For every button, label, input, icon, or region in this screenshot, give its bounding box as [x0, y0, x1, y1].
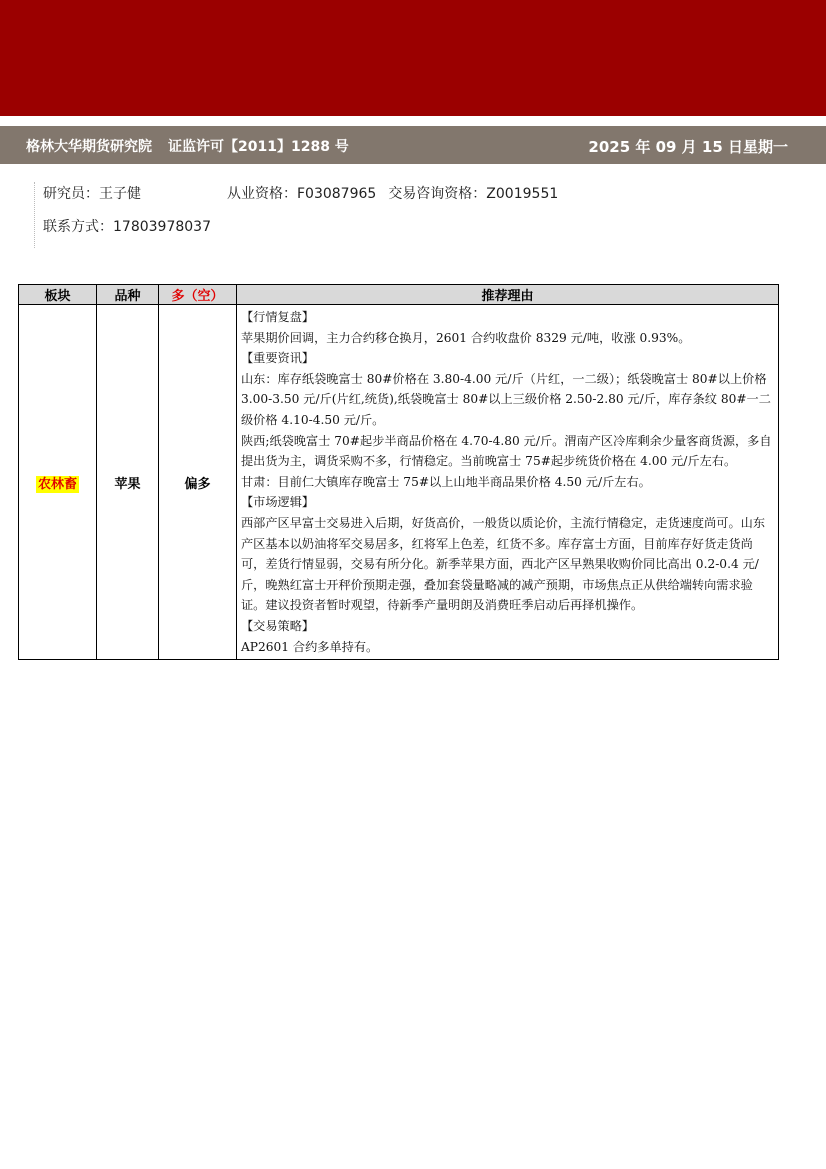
contact-row: [43, 215, 558, 248]
qualification: 从业资格：F03087965: [227, 186, 377, 202]
strategy-text: AP2601 合约多单持有。: [241, 639, 379, 654]
sector-label: 农林畜: [37, 476, 77, 492]
review-text: 苹果期价回调，主力合约移仓换月，2601 合约收盘价 8329 元/吨，收涨 0.93%。: [241, 330, 691, 345]
section-title-news: 【重要资讯】: [241, 351, 315, 366]
header-reason: 推荐理由: [237, 285, 779, 305]
news-shandong: 山东：库存纸袋晚富士 80#价格在 3.80-4.00 元/斤（片红，一二级）；纸袋晚富士 80#以上价格 3.00-3.50 元/斤(片红,统货),纸袋晚富士 80#以上三级价格 2.50-2.80 元/斤，库存条纹 80#一二级价格 4.10-4.50 元/斤。: [241, 371, 771, 427]
license-number: 证监许可【2011】1288 号: [168, 139, 349, 155]
recommendation-table: [18, 284, 779, 660]
header-direction: 多（空）: [159, 285, 237, 305]
section-title-strategy: 【交易策略】: [241, 618, 315, 633]
table-row: [19, 305, 779, 660]
logic-text: 西部产区早富士交易进入后期，好货高价，一般货以质论价，主流行情稳定，走货速度尚可。山东产区基本以奶油将军交易居多，红将军上色差，红货不多。库存富士方面，目前库存好货走货尚可，差货行情显弱，交易有所分化。新季苹果方面，西北产区早熟果收购价同比高出 0.2-0.4 元/斤，晚熟红富士开秤价预期走强，叠加套袋量略减的减产预期，市场焦点正从供给端转向需求验证。建议投资者暂时观望，待新季产量明朗及消费旺季启动后再择机操作。: [241, 515, 766, 613]
header-sector: 板块: [19, 285, 97, 305]
reason-cell: [237, 305, 779, 660]
contact: 联系方式：17803978037: [43, 219, 211, 235]
consult-qualification: 交易咨询资格：Z0019551: [388, 186, 559, 202]
header-variety: 品种: [97, 285, 159, 305]
report-date: 2025 年 09 月 15 日星期一: [588, 138, 788, 156]
variety-cell: 苹果: [97, 305, 159, 660]
section-title-logic: 【市场逻辑】: [241, 495, 315, 510]
top-banner: [0, 0, 826, 116]
institute-name: 格林大华期货研究院: [26, 139, 152, 155]
researcher: 研究员：王子健: [43, 186, 141, 202]
institute-info: [26, 136, 349, 156]
news-gansu: 甘肃：目前仁大镇库存晚富士 75#以上山地半商品果价格 4.50 元/斤左右。: [241, 474, 651, 489]
analyst-row: [43, 182, 558, 215]
table-header-row: [19, 285, 779, 305]
analyst-info: [34, 182, 558, 248]
direction-cell: 偏多: [159, 305, 237, 660]
sector-cell: [19, 305, 97, 660]
institute-bar: [0, 126, 826, 164]
section-title-review: 【行情复盘】: [241, 310, 315, 324]
news-shaanxi: 陕西;纸袋晚富士 70#起步半商品价格在 4.70-4.80 元/斤。渭南产区冷库剩余少量客商货源，多自提出货为主，调货采购不多，行情稳定。当前晚富士 75#起步统货价格在 4.00 元/斤左右。: [241, 433, 772, 469]
